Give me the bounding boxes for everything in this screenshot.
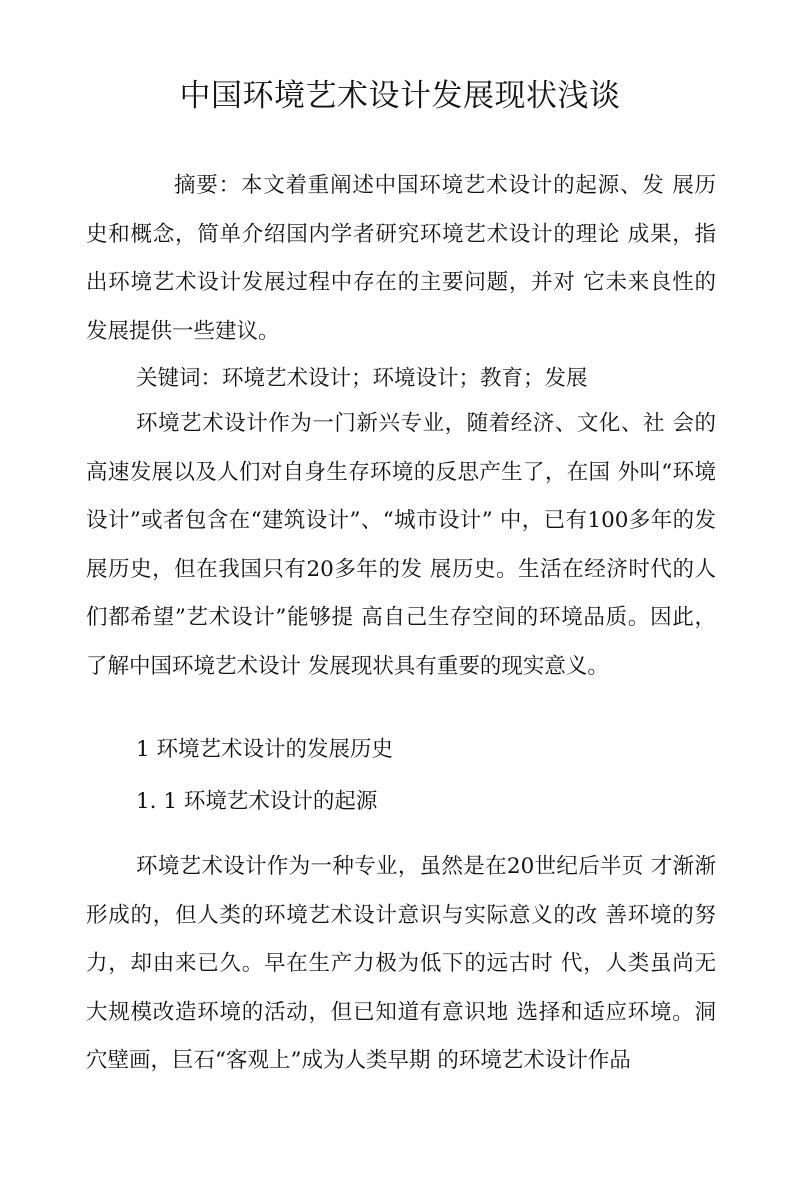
section-heading: 1 环境艺术设计的发展历史	[136, 737, 394, 762]
subsection-heading: 1. 1 环境艺术设计的起源	[136, 789, 378, 814]
keywords-line: 关键词：环境艺术设计；环境设计；教育；发展	[136, 366, 588, 391]
page-title: 中国环境艺术设计发展现状浅谈	[179, 78, 621, 114]
origin-paragraph: 环境艺术设计作为一种专业，虽然是在20世纪后半页 才渐渐形成的，但人类的环境艺术设计意识与实际意义的改 善环境的努力，却由来已久。早在生产力极为低下的远古时 代，人类虽尚无大规模改造环境的活动，但已知道有意识地 选择和适应环境。洞穴壁画，巨石“客观上”成为人类早期 的环境艺术设计作品	[86, 854, 716, 1073]
intro-paragraph: 环境艺术设计作为一门新兴专业，随着经济、文化、社 会的高速发展以及人们对自身生存环境的反思产生了，在国 外叫“环境设计”或者包含在“建筑设计”、“城市设计” 中，已有100多年的发展历史，但在我国只有20多年的发 展历史。生活在经济时代的人们都希望”艺术设计”能够提 高自己生存空间的环境品质。因此，了解中国环境艺术设计 发展现状具有重要的现实意义。	[86, 411, 716, 679]
abstract-paragraph: 摘要：本文着重阐述中国环境艺术设计的起源、发 展历史和概念，简单介绍国内学者研究环境艺术设计的理论 成果，指出环境艺术设计发展过程中存在的主要问题，并对 它未来良性的发展提供一些建议。	[86, 173, 716, 344]
